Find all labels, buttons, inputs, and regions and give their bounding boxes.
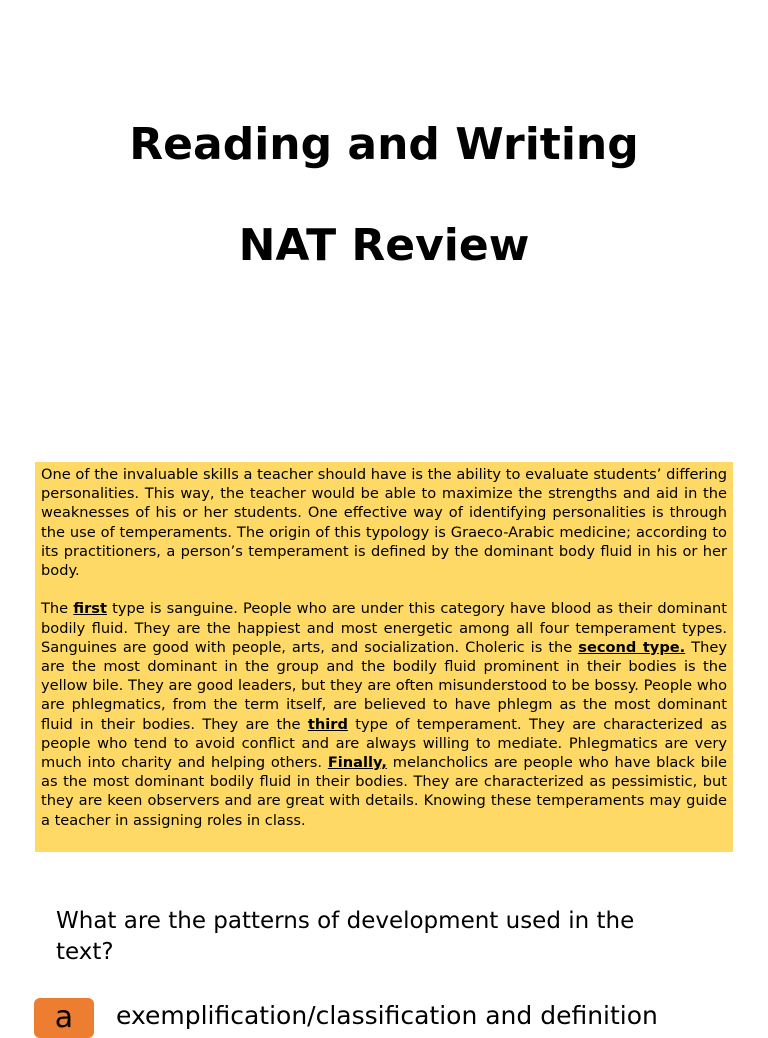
- keyword-first: first: [73, 600, 107, 618]
- question-text: What are the patterns of development used in the text?: [56, 908, 635, 965]
- title-line-1: Reading and Writing: [129, 119, 639, 170]
- passage-text-segment: melancholics are people who have black bile as the most dominant bodily fluid in their bodies. They are characterized as pessimistic, but they are keen observers and are great with details. Knowing these temperaments may guide a teacher in assigning roles in class.: [41, 754, 727, 829]
- option-text[interactable]: exemplification/classification and definition: [116, 1001, 658, 1030]
- keyword-third: third: [307, 715, 348, 733]
- reading-passage: [35, 462, 733, 852]
- passage-paragraph-1: One of the invaluable skills a teacher should have is the ability to evaluate students’ differing personalities. This way, the teacher would be able to maximize the strengths and aid in the weaknesses of his or her students. One effective way of identifying personalities is through the use of temperaments. The origin of this typology is Graeco-Arabic medicine; according to its practitioners, a person’s temperament is defined by the dominant body fluid in his or her body.: [41, 466, 727, 580]
- passage-text-segment: type of temperament. They are characterized as people who tend to avoid conflict and are always willing to mediate. Phlegmatics are very much into charity and helping others.: [41, 715, 727, 772]
- keyword-second-type: second type.: [578, 638, 686, 656]
- passage-paragraph-2: [41, 599, 727, 829]
- passage-text-segment: The: [41, 600, 74, 618]
- passage-text-segment: They are the most dominant in the group and the bodily fluid prominent in their bodies is the yellow bile. They are good leaders, but they are often misunderstood to be bossy. People who are phlegmatics, from the term itself, are believed to have phlegm as the most dominant fluid in their bodies. They are the: [41, 638, 727, 733]
- option-letter-badge[interactable]: a: [34, 998, 94, 1038]
- passage-text-segment: type is sanguine. People who are under this category have blood as their dominant bodily fluid. They are the happiest and most energetic among all four temperament types. Sanguines are good with people, arts, and socialization. Choleric is the: [41, 600, 727, 656]
- answer-option-a[interactable]: [34, 998, 768, 1038]
- title-line-2: NAT Review: [238, 220, 530, 271]
- keyword-finally: Finally,: [327, 754, 387, 772]
